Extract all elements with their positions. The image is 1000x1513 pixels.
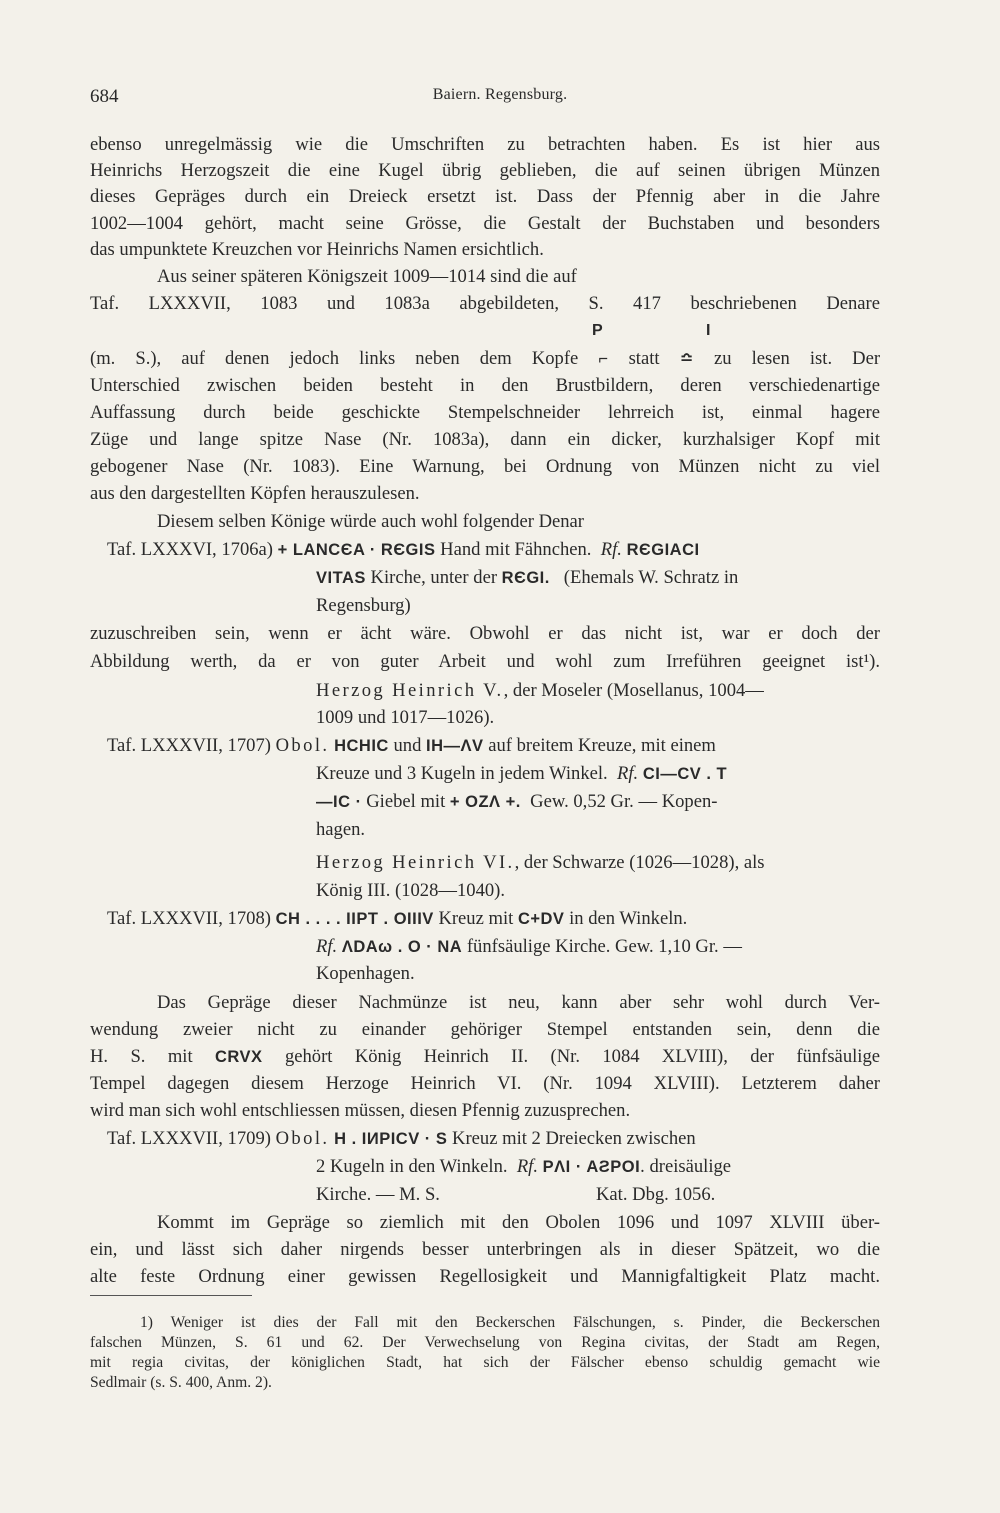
text-line bbox=[316, 762, 886, 786]
coin-legend: CH . . . . IIPT . OIIIV bbox=[275, 910, 434, 928]
reverse-label: Rf. bbox=[516, 1156, 539, 1177]
coin-legend: IH—ΛV bbox=[426, 737, 484, 755]
catalog-entry-1709 bbox=[107, 1127, 887, 1151]
coin-legend: + LANCЄA · RЄGIS bbox=[277, 541, 436, 559]
text-line: Tempel dagegen diesem Herzoge Heinrich VI. (Nr. 1094 XLVIII). Letzterem daher bbox=[90, 1073, 880, 1094]
coin-legend: + OZΛ +. bbox=[449, 793, 521, 811]
text-line: Kopenhagen. bbox=[316, 963, 415, 984]
coin-legend: HCHIC bbox=[334, 737, 389, 755]
reverse-label: Rf. bbox=[600, 539, 622, 560]
coin-legend: PΛI · AƧPOI bbox=[542, 1158, 641, 1176]
text-line: ein, und lässt sich daher nirgends besser unterbringen als in dieser Spätzeit, wo die bbox=[90, 1239, 880, 1260]
glyph-symbol: ⌐ bbox=[598, 350, 609, 368]
text-line: hagen. bbox=[316, 819, 366, 840]
text-segment: Giebel mit bbox=[366, 791, 446, 812]
text-segment: (Ehemals W. Schratz in bbox=[563, 567, 739, 588]
text-line: aus den dargestellten Köpfen herauszulesen. bbox=[90, 483, 420, 504]
catalog-entry-1708 bbox=[107, 907, 887, 931]
text-segment: , der Schwarze (1026—1028), als bbox=[514, 852, 765, 873]
page-number: 684 bbox=[90, 86, 119, 107]
text-segment: auf breitem Kreuze, mit einem bbox=[488, 735, 716, 756]
text-line: zuzuschreiben sein, wenn er ächt wäre. Obwohl er das nicht ist, war er doch der bbox=[90, 623, 880, 644]
text-segment: Kreuz mit 2 Dreiecken zwischen bbox=[452, 1128, 696, 1149]
glyph-symbol: ≏ bbox=[679, 350, 694, 368]
legend-letter-i: I bbox=[706, 322, 711, 339]
text-line: Kirche. — M. S. bbox=[316, 1184, 440, 1205]
ruler-name: Herzog Heinrich V. bbox=[316, 680, 504, 701]
text-line: gebogener Nase (Nr. 1083). Eine Warnung, bei Ordnung von Münzen nicht zu viel bbox=[90, 456, 880, 477]
text-line bbox=[316, 935, 886, 959]
denomination: Obol. bbox=[275, 735, 330, 756]
text-line: ebenso unregelmässig wie die Umschriften zu betrachten haben. Es ist hier aus bbox=[90, 134, 880, 155]
text-segment: Kirche, unter der bbox=[370, 567, 498, 588]
text-line: alte feste Ordnung einer gewissen Regellosigkeit und Mannigfaltigkeit Platz macht. bbox=[90, 1266, 880, 1287]
coin-legend: C+DV bbox=[517, 910, 565, 928]
text-line: wendung zweier nicht zu einander gehöriger Stempel entstanden sein, denn die bbox=[90, 1019, 880, 1040]
coin-legend: H . IИPICV · S bbox=[334, 1130, 448, 1148]
text-line: das umpunktete Kreuzchen vor Heinrichs Namen ersichtlich. bbox=[90, 239, 544, 260]
text-line: Aus seiner späteren Königszeit 1009—1014 sind die auf bbox=[157, 266, 577, 287]
text-line bbox=[90, 1045, 880, 1069]
coin-legend: CRVX bbox=[215, 1048, 263, 1066]
footnote-line: falschen Münzen, S. 61 und 62. Der Verwechselung von Regina civitas, der Stadt am Regen, bbox=[90, 1334, 880, 1351]
text-line: König III. (1028—1040). bbox=[316, 880, 506, 901]
running-header: Baiern. Regensburg. bbox=[432, 86, 568, 103]
plate-reference: Taf. LXXXVII, 1708) bbox=[107, 908, 271, 929]
text-segment: 2 Kugeln in den Winkeln. bbox=[316, 1156, 508, 1177]
text-line: Heinrichs Herzogszeit die eine Kugel übrig geblieben, die auf seinen übrigen Münzen bbox=[90, 160, 880, 181]
text-segment: zu lesen ist. Der bbox=[714, 348, 880, 369]
text-line: 1002—1004 gehört, macht seine Grösse, die Gestalt der Buchstaben und besonders bbox=[90, 213, 880, 234]
text-segment: Hand mit Fähnchen. bbox=[440, 539, 592, 560]
ruler-heading bbox=[316, 851, 886, 875]
coin-legend: —IC · bbox=[316, 793, 362, 811]
legend-letter-p: P bbox=[592, 322, 603, 339]
text-line: Unterschied zwischen beiden besteht in den Brustbildern, deren verschiedenartige bbox=[90, 375, 880, 396]
text-line: Diesem selben Könige würde auch wohl folgender Denar bbox=[157, 511, 584, 532]
text-line bbox=[316, 566, 886, 590]
text-segment: (m. S.), auf denen jedoch links neben dem Kopfe bbox=[90, 348, 579, 369]
coin-legend: RЄGIACI bbox=[626, 541, 700, 559]
text-line bbox=[90, 347, 880, 371]
coin-legend: CI—CV . T bbox=[642, 765, 728, 783]
text-segment: H. S. mit bbox=[90, 1046, 193, 1067]
plate-reference: Taf. LXXXVI, 1706a) bbox=[107, 539, 273, 560]
reverse-label: Rf. bbox=[316, 936, 338, 957]
text-segment: gehört König Heinrich II. (Nr. 1084 XLVIII), der fünfsäulige bbox=[284, 1046, 880, 1067]
catalog-entry-1706a bbox=[107, 538, 887, 562]
text-line bbox=[316, 790, 886, 814]
footnote-line: Sedlmair (s. S. 400, Anm. 2). bbox=[90, 1374, 272, 1391]
text-line: wird man sich wohl entschliessen müssen, diesen Pfennig zuzusprechen. bbox=[90, 1100, 631, 1121]
text-line: dieses Gepräges durch ein Dreieck ersetzt ist. Dass der Pfennig aber in die Jahre bbox=[90, 186, 880, 207]
plate-reference: Taf. LXXXVII, 1707) bbox=[107, 735, 271, 756]
text-segment: Kreuz mit bbox=[438, 908, 514, 929]
text-line: Auffassung durch beide geschickte Stempelschneider lehrreich ist, einmal hagere bbox=[90, 402, 880, 423]
text-line: Abbildung werth, da er von guter Arbeit und wohl zum Irreführen geeignet ist¹). bbox=[90, 651, 880, 672]
text-line: Regensburg) bbox=[316, 595, 411, 616]
catalog-entry-1707 bbox=[107, 734, 887, 758]
text-line: Kommt im Gepräge so ziemlich mit den Obolen 1096 und 1097 XLVIII über- bbox=[157, 1212, 880, 1233]
text-line bbox=[316, 1155, 886, 1179]
footnote-line: mit regia civitas, der königlichen Stadt, hat sich der Fälscher ebenso schuldig gemacht wie bbox=[90, 1354, 880, 1371]
text-segment: in den Winkeln. bbox=[569, 908, 688, 929]
denomination: Obol. bbox=[275, 1128, 330, 1149]
text-segment: , der Moseler (Mosellanus, 1004— bbox=[503, 680, 764, 701]
text-segment: fünfsäulige Kirche. Gew. 1,10 Gr. — bbox=[466, 936, 742, 957]
text-segment: Kreuze und 3 Kugeln in jedem Winkel. bbox=[316, 763, 608, 784]
coin-legend: ΛDAω . O · NA bbox=[341, 938, 463, 956]
text-line: Taf. LXXXVII, 1083 und 1083a abgebildeten, S. 417 beschriebenen Denare bbox=[90, 293, 880, 314]
ruler-heading bbox=[316, 679, 886, 703]
ruler-name: Herzog Heinrich VI. bbox=[316, 852, 515, 873]
footnote-rule bbox=[90, 1295, 252, 1296]
footnote-line: 1) Weniger ist dies der Fall mit den Beckerschen Fälschungen, s. Pinder, die Beckerschen bbox=[140, 1314, 880, 1331]
coin-legend: RЄGI. bbox=[501, 569, 550, 587]
text-line: 1009 und 1017—1026). bbox=[316, 707, 495, 728]
plate-reference: Taf. LXXXVII, 1709) bbox=[107, 1128, 271, 1149]
text-segment: Gew. 0,52 Gr. — Kopen- bbox=[530, 791, 718, 812]
text-segment: und bbox=[393, 735, 422, 756]
text-line: Das Gepräge dieser Nachmünze ist neu, kann aber sehr wohl durch Ver- bbox=[157, 992, 880, 1013]
coin-legend: VITAS bbox=[316, 569, 366, 587]
text-segment: statt bbox=[628, 348, 660, 369]
text-segment: . dreisäulige bbox=[640, 1156, 732, 1177]
text-line: Kat. Dbg. 1056. bbox=[596, 1184, 716, 1205]
text-line: Züge und lange spitze Nase (Nr. 1083a), dann ein dicker, kurzhalsiger Kopf mit bbox=[90, 429, 880, 450]
reverse-label: Rf. bbox=[616, 763, 639, 784]
